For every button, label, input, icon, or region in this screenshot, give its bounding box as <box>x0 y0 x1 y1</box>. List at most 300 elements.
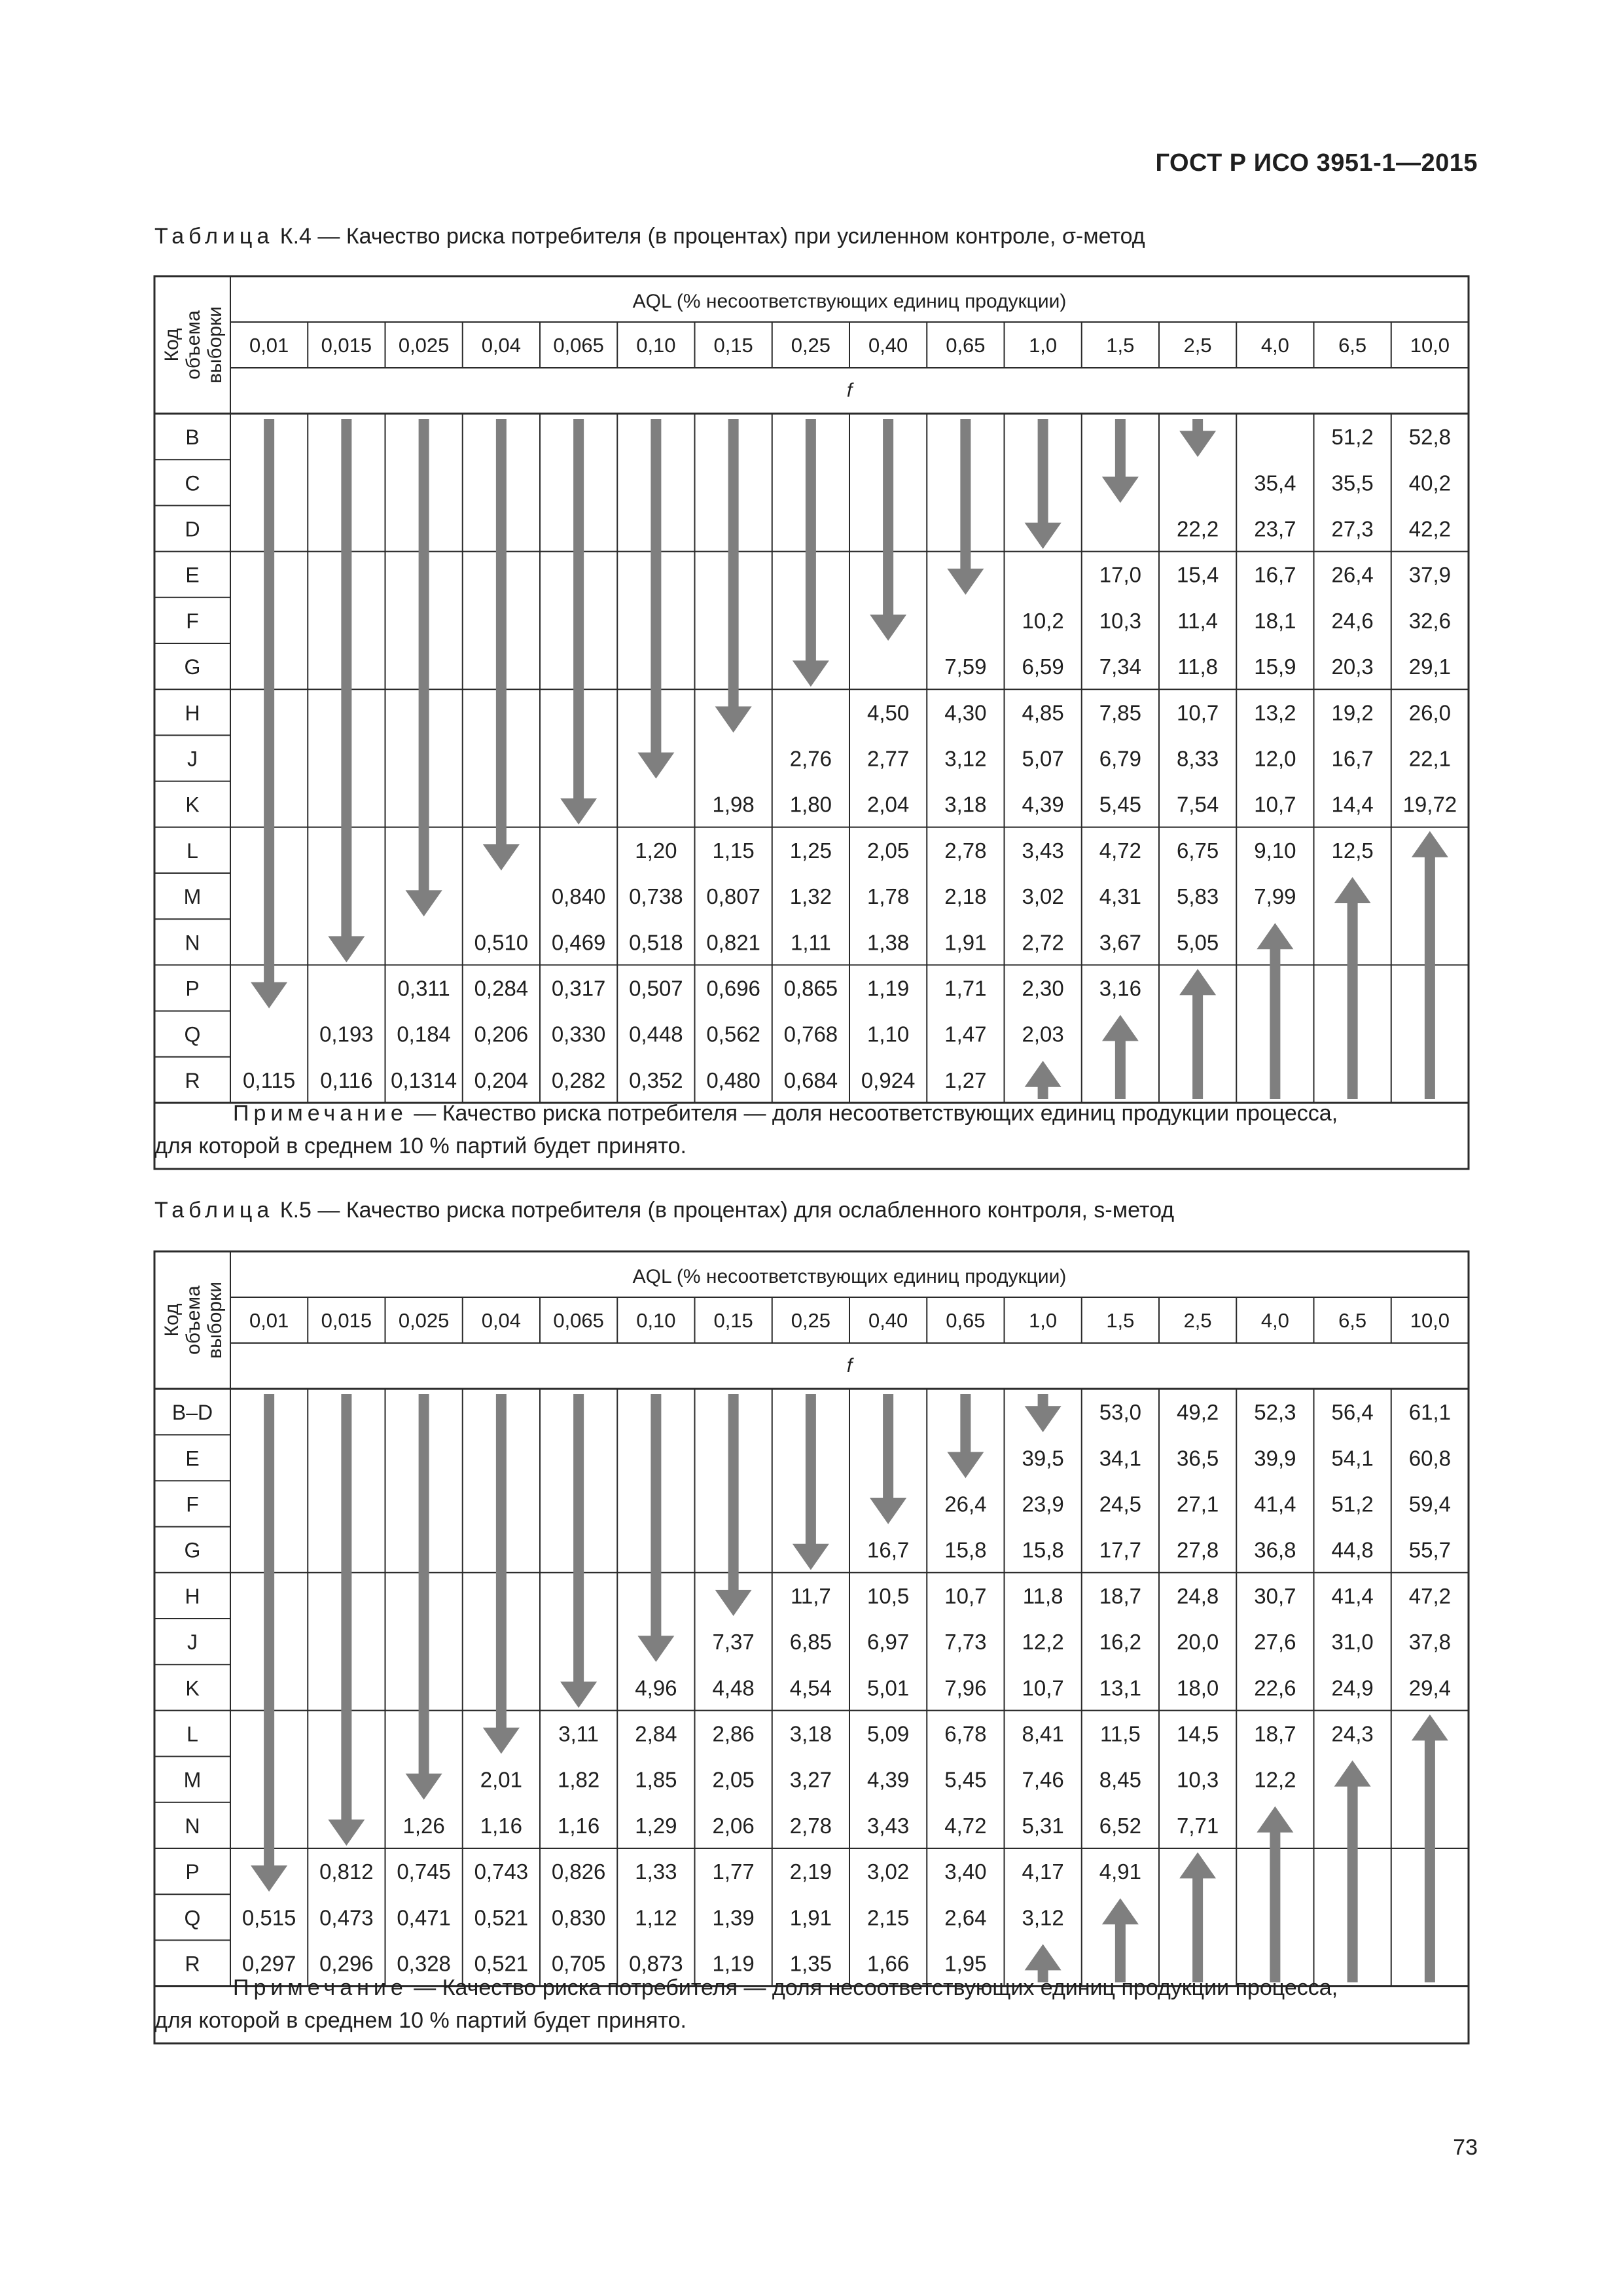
cell-value: 1,71 <box>944 976 987 1001</box>
cell-value: 5,07 <box>1022 746 1064 771</box>
row-code: F <box>186 1492 199 1516</box>
cell-value: 7,37 <box>712 1630 755 1655</box>
cell-value: 26,4 <box>1331 562 1374 587</box>
cell-value: 1,77 <box>712 1859 755 1884</box>
cell-value: 3,43 <box>1022 838 1064 863</box>
cell-value: 1,47 <box>944 1022 987 1047</box>
cell-value: 6,59 <box>1022 655 1064 679</box>
cell-value: 0,328 <box>397 1951 451 1976</box>
cell-value: 1,38 <box>867 930 910 955</box>
cell-value: 0,924 <box>861 1067 916 1092</box>
cell-value: 56,4 <box>1331 1400 1374 1425</box>
stub-header-word: объема <box>183 1285 204 1355</box>
aql-value: 0,10 <box>636 334 676 357</box>
cell-value: 5,45 <box>944 1767 987 1792</box>
cell-value: 0,821 <box>706 930 760 955</box>
aql-header: AQL (% несоответствующих единиц продукции) <box>632 1266 1067 1287</box>
aql-value: 4,0 <box>1260 334 1289 357</box>
cell-value: 1,39 <box>712 1905 755 1930</box>
cell-value: 24,9 <box>1331 1676 1374 1700</box>
table-k5-note <box>154 1971 1470 2037</box>
row-code: C <box>185 471 200 495</box>
cell-value: 29,4 <box>1408 1676 1451 1700</box>
cell-value: 34,1 <box>1099 1446 1141 1471</box>
cell-value: 30,7 <box>1254 1583 1296 1608</box>
cell-value: 53,0 <box>1099 1400 1141 1425</box>
cell-value: 11,8 <box>1177 655 1219 679</box>
cell-value: 15,8 <box>944 1537 987 1562</box>
cell-value: 0,743 <box>474 1859 529 1884</box>
aql-value: 0,01 <box>249 334 289 357</box>
row-code: G <box>184 655 201 679</box>
cell-value: 51,2 <box>1331 1492 1374 1516</box>
cell-value: 11,5 <box>1099 1721 1141 1746</box>
row-code: Q <box>184 1022 201 1047</box>
aql-value: 0,015 <box>321 334 372 357</box>
up-arrow-icon <box>1179 1852 1216 1982</box>
cell-value: 0,297 <box>241 1951 296 1976</box>
cell-value: 2,15 <box>867 1905 910 1930</box>
row-code: F <box>186 609 199 633</box>
row-code: R <box>185 1952 200 1976</box>
cell-value: 31,0 <box>1331 1630 1374 1655</box>
cell-value: 7,85 <box>1099 700 1141 725</box>
down-arrow-icon <box>251 1394 287 1892</box>
cell-value: 6,85 <box>789 1630 832 1655</box>
cell-value: 12,2 <box>1254 1767 1296 1792</box>
row-code: J <box>187 747 198 771</box>
cell-value: 2,77 <box>867 746 910 771</box>
cell-value: 14,5 <box>1177 1721 1219 1746</box>
cell-value: 15,4 <box>1177 562 1219 587</box>
up-arrow-icon <box>1257 1806 1293 1982</box>
cell-value: 1,19 <box>867 976 910 1001</box>
aql-value: 0,15 <box>713 334 753 357</box>
cell-value: 6,78 <box>944 1721 987 1746</box>
cell-value: 0,193 <box>319 1022 374 1047</box>
row-code: P <box>185 1860 200 1884</box>
stub-header-word: Код <box>161 328 183 362</box>
cell-value: 60,8 <box>1408 1446 1451 1471</box>
cell-value: 49,2 <box>1177 1400 1219 1425</box>
note-text: — Качество риска потребителя — доля несоответствующих единиц продукции процесса, <box>407 1975 1338 2000</box>
cell-value: 3,40 <box>944 1859 987 1884</box>
cell-value: 0,807 <box>706 884 760 909</box>
cell-value: 0,812 <box>319 1859 374 1884</box>
aql-value: 0,25 <box>791 1309 831 1332</box>
cell-value: 17,7 <box>1099 1537 1141 1562</box>
cell-value: 0,311 <box>397 976 450 1001</box>
cell-value: 3,02 <box>867 1859 910 1884</box>
row-code: L <box>187 838 198 863</box>
cell-value: 47,2 <box>1408 1583 1451 1608</box>
cell-value: 0,840 <box>551 884 606 909</box>
cell-value: 1,66 <box>867 1951 910 1976</box>
cell-value: 0,768 <box>783 1022 838 1047</box>
cell-value: 10,7 <box>944 1583 987 1608</box>
cell-value: 10,5 <box>867 1583 910 1608</box>
cell-value: 1,12 <box>635 1905 677 1930</box>
cell-value: 17,0 <box>1099 562 1141 587</box>
aql-value: 0,01 <box>249 1309 289 1332</box>
cell-value: 5,45 <box>1099 792 1141 817</box>
cell-value: 59,4 <box>1408 1492 1451 1516</box>
cell-value: 0,352 <box>629 1067 683 1092</box>
row-code: H <box>185 701 200 725</box>
note-label: Примечание <box>233 1975 408 2000</box>
cell-value: 8,33 <box>1177 746 1219 771</box>
cell-value: 15,9 <box>1254 655 1296 679</box>
cell-value: 0,507 <box>629 976 683 1001</box>
cell-value: 19,72 <box>1402 792 1457 817</box>
cell-value: 1,19 <box>712 1951 755 1976</box>
note-text-2: для которой в среднем 10 % партий будет принято. <box>154 1134 687 1158</box>
cell-value: 2,78 <box>944 838 987 863</box>
cell-value: 0,116 <box>320 1067 373 1092</box>
row-code: N <box>185 931 200 955</box>
cell-value: 42,2 <box>1408 516 1451 541</box>
cell-value: 10,7 <box>1022 1676 1064 1700</box>
cell-value: 0,738 <box>629 884 683 909</box>
cell-value: 2,03 <box>1022 1022 1064 1047</box>
cell-value: 0,684 <box>783 1067 838 1092</box>
cell-value: 0,184 <box>397 1022 451 1047</box>
note-text-2: для которой в среднем 10 % партий будет принято. <box>154 2008 687 2033</box>
row-code: K <box>185 1676 200 1700</box>
cell-value: 1,35 <box>789 1951 832 1976</box>
cell-value: 7,34 <box>1099 655 1141 679</box>
cell-value: 29,1 <box>1408 655 1451 679</box>
cell-value: 1,98 <box>712 792 755 817</box>
cell-value: 4,54 <box>789 1676 832 1700</box>
cell-value: 18,0 <box>1177 1676 1219 1700</box>
row-code: D <box>185 517 200 541</box>
cell-value: 5,05 <box>1177 930 1219 955</box>
cell-value: 8,45 <box>1099 1767 1141 1792</box>
cell-value: 0,518 <box>629 930 683 955</box>
cell-value: 0,1314 <box>391 1067 457 1092</box>
cell-value: 1,78 <box>867 884 910 909</box>
aql-value: 2,5 <box>1183 334 1212 357</box>
caption-prefix: Таблица <box>154 1198 274 1223</box>
cell-value: 1,11 <box>790 930 831 955</box>
cell-value: 14,4 <box>1331 792 1374 817</box>
cell-value: 0,696 <box>706 976 760 1001</box>
cell-value: 18,1 <box>1254 608 1296 633</box>
cell-value: 54,1 <box>1331 1446 1374 1471</box>
cell-value: 10,7 <box>1254 792 1296 817</box>
cell-value: 0,473 <box>319 1905 374 1930</box>
cell-value: 2,86 <box>712 1721 755 1746</box>
stub-header-word: объема <box>183 310 204 380</box>
cell-value: 26,4 <box>944 1492 987 1516</box>
cell-value: 24,3 <box>1331 1721 1374 1746</box>
cell-value: 10,3 <box>1099 608 1141 633</box>
cell-value: 2,72 <box>1022 930 1064 955</box>
cell-value: 2,76 <box>789 746 832 771</box>
cell-value: 4,72 <box>1099 838 1141 863</box>
cell-value: 16,7 <box>1331 746 1374 771</box>
cell-value: 7,46 <box>1022 1767 1064 1792</box>
cell-value: 2,04 <box>867 792 910 817</box>
cell-value: 3,43 <box>867 1813 910 1838</box>
cell-value: 3,16 <box>1099 976 1141 1001</box>
cell-value: 9,10 <box>1254 838 1296 863</box>
cell-value: 7,54 <box>1177 792 1219 817</box>
cell-value: 19,2 <box>1331 700 1374 725</box>
cell-value: 0,206 <box>474 1022 529 1047</box>
cell-value: 4,17 <box>1022 1859 1064 1884</box>
cell-value: 1,16 <box>480 1813 522 1838</box>
cell-value: 5,83 <box>1177 884 1219 909</box>
cell-value: 3,18 <box>789 1721 832 1746</box>
aql-value: 0,25 <box>791 334 831 357</box>
cell-value: 1,80 <box>789 792 832 817</box>
cell-value: 2,78 <box>789 1813 832 1838</box>
cell-value: 22,1 <box>1408 746 1451 771</box>
cell-value: 39,9 <box>1254 1446 1296 1471</box>
cell-value: 0,521 <box>474 1905 529 1930</box>
cell-value: 0,510 <box>474 930 529 955</box>
cell-value: 0,480 <box>706 1067 760 1092</box>
cell-value: 51,2 <box>1331 425 1374 450</box>
cell-value: 1,91 <box>944 930 987 955</box>
cell-value: 7,96 <box>944 1676 987 1700</box>
cell-value: 8,41 <box>1022 1721 1064 1746</box>
cell-value: 22,2 <box>1177 516 1219 541</box>
cell-value: 1,25 <box>789 838 832 863</box>
cell-value: 27,3 <box>1331 516 1374 541</box>
aql-value: 1,0 <box>1029 1309 1058 1332</box>
cell-value: 32,6 <box>1408 608 1451 633</box>
cell-value: 4,50 <box>867 700 910 725</box>
cell-value: 0,469 <box>551 930 606 955</box>
cell-value: 36,5 <box>1177 1446 1219 1471</box>
down-arrow-icon <box>483 1394 520 1754</box>
cell-value: 55,7 <box>1408 1537 1451 1562</box>
aql-value: 10,0 <box>1410 334 1450 357</box>
cell-value: 16,2 <box>1099 1630 1141 1655</box>
cell-value: 4,30 <box>944 700 987 725</box>
row-code: M <box>183 885 202 909</box>
cell-value: 3,12 <box>944 746 987 771</box>
caption-text: К.5 — Качество риска потребителя (в процентах) для ослабленного контроля, s-метод <box>274 1198 1175 1223</box>
aql-value: 0,015 <box>321 1309 372 1332</box>
aql-value: 0,065 <box>553 334 604 357</box>
aql-value: 1,5 <box>1106 1309 1135 1332</box>
cell-value: 0,826 <box>551 1859 606 1884</box>
cell-value: 37,8 <box>1408 1630 1451 1655</box>
cell-value: 1,85 <box>635 1767 677 1792</box>
cell-value: 0,448 <box>629 1022 683 1047</box>
f-label: f <box>846 1355 853 1376</box>
cell-value: 10,7 <box>1177 700 1219 725</box>
down-arrow-icon <box>793 1394 829 1570</box>
cell-value: 0,204 <box>474 1067 529 1092</box>
cell-value: 11,8 <box>1022 1583 1063 1608</box>
row-code: R <box>185 1068 200 1092</box>
cell-value: 1,20 <box>635 838 677 863</box>
cell-value: 20,3 <box>1331 655 1374 679</box>
up-arrow-icon <box>1102 1898 1139 1982</box>
aql-value: 0,065 <box>553 1309 604 1332</box>
stub-header-word: выборки <box>204 1282 226 1359</box>
cell-value: 0,745 <box>397 1859 451 1884</box>
aql-value: 0,65 <box>946 1309 986 1332</box>
cell-value: 41,4 <box>1331 1583 1374 1608</box>
row-code: K <box>185 793 200 817</box>
cell-value: 44,8 <box>1331 1537 1374 1562</box>
down-arrow-icon <box>560 1394 597 1708</box>
row-code: E <box>185 563 200 587</box>
cell-value: 10,3 <box>1177 1767 1219 1792</box>
cell-value: 35,4 <box>1254 471 1296 495</box>
row-code: E <box>185 1446 200 1471</box>
cell-value: 16,7 <box>867 1537 910 1562</box>
cell-value: 0,282 <box>551 1067 606 1092</box>
cell-value: 4,39 <box>1022 792 1064 817</box>
aql-value: 0,025 <box>398 1309 450 1332</box>
aql-value: 0,40 <box>868 334 908 357</box>
cell-value: 6,52 <box>1099 1813 1141 1838</box>
aql-value: 1,5 <box>1106 334 1135 357</box>
cell-value: 4,48 <box>712 1676 755 1700</box>
aql-value: 0,65 <box>946 334 986 357</box>
cell-value: 3,02 <box>1022 884 1064 909</box>
cell-value: 3,67 <box>1099 930 1141 955</box>
cell-value: 3,11 <box>558 1721 599 1746</box>
cell-value: 26,0 <box>1408 700 1451 725</box>
cell-value: 61,1 <box>1408 1400 1451 1425</box>
caption-prefix: Таблица <box>154 224 274 249</box>
cell-value: 16,7 <box>1254 562 1296 587</box>
row-code: P <box>185 977 200 1001</box>
aql-value: 6,5 <box>1338 1309 1367 1332</box>
cell-value: 0,515 <box>241 1905 296 1930</box>
cell-value: 5,01 <box>867 1676 910 1700</box>
row-code: N <box>185 1814 200 1838</box>
row-code: J <box>187 1630 198 1655</box>
cell-value: 4,85 <box>1022 700 1064 725</box>
cell-value: 52,8 <box>1408 425 1451 450</box>
cell-value: 24,8 <box>1177 1583 1219 1608</box>
cell-value: 1,91 <box>789 1905 832 1930</box>
cell-value: 10,2 <box>1022 608 1064 633</box>
aql-value: 0,10 <box>636 1309 676 1332</box>
cell-value: 20,0 <box>1177 1630 1219 1655</box>
cell-value: 1,15 <box>712 838 755 863</box>
row-code: Q <box>184 1906 201 1930</box>
aql-value: 0,04 <box>481 334 522 357</box>
cell-value: 1,33 <box>635 1859 677 1884</box>
caption-text: К.4 — Качество риска потребителя (в процентах) при усиленном контроле, σ-метод <box>274 224 1145 249</box>
cell-value: 0,521 <box>474 1951 529 1976</box>
row-code: L <box>187 1722 198 1746</box>
cell-value: 39,5 <box>1022 1446 1064 1471</box>
down-arrow-icon <box>1025 1394 1061 1432</box>
cell-value: 6,79 <box>1099 746 1141 771</box>
cell-value: 4,96 <box>635 1676 677 1700</box>
cell-value: 2,06 <box>712 1813 755 1838</box>
row-code: G <box>184 1538 201 1562</box>
stub-header-word: выборки <box>204 306 226 384</box>
cell-value: 27,8 <box>1177 1537 1219 1562</box>
aql-header: AQL (% несоответствующих единиц продукции) <box>632 291 1067 312</box>
cell-value: 3,12 <box>1022 1905 1064 1930</box>
cell-value: 52,3 <box>1254 1400 1296 1425</box>
cell-value: 27,1 <box>1177 1492 1219 1516</box>
cell-value: 1,82 <box>558 1767 600 1792</box>
page-number: 73 <box>1453 2135 1478 2160</box>
cell-value: 2,01 <box>480 1767 522 1792</box>
cell-value: 23,9 <box>1022 1492 1064 1516</box>
cell-value: 0,284 <box>474 976 529 1001</box>
cell-value: 41,4 <box>1254 1492 1296 1516</box>
aql-value: 4,0 <box>1260 1309 1289 1332</box>
aql-value: 6,5 <box>1338 334 1367 357</box>
up-arrow-icon <box>1334 1761 1371 1982</box>
aql-value: 2,5 <box>1183 1309 1212 1332</box>
cell-value: 4,91 <box>1099 1859 1141 1884</box>
note-text: — Качество риска потребителя — доля несоответствующих единиц продукции процесса, <box>407 1101 1338 1126</box>
cell-value: 36,8 <box>1254 1537 1296 1562</box>
down-arrow-icon <box>637 1394 674 1662</box>
cell-value: 4,72 <box>944 1813 987 1838</box>
cell-value: 2,05 <box>712 1767 755 1792</box>
cell-value: 13,2 <box>1254 700 1296 725</box>
cell-value: 1,29 <box>635 1813 677 1838</box>
cell-value: 27,6 <box>1254 1630 1296 1655</box>
cell-value: 37,9 <box>1408 562 1451 587</box>
cell-value: 13,1 <box>1099 1676 1141 1700</box>
down-arrow-icon <box>947 1394 984 1478</box>
cell-value: 0,317 <box>551 976 606 1001</box>
cell-value: 4,31 <box>1099 884 1141 909</box>
aql-value: 10,0 <box>1410 1309 1450 1332</box>
cell-value: 1,95 <box>944 1951 987 1976</box>
cell-value: 6,97 <box>867 1630 910 1655</box>
cell-value: 11,7 <box>790 1583 831 1608</box>
cell-value: 2,19 <box>789 1859 832 1884</box>
stub-header <box>161 1282 226 1359</box>
cell-value: 0,115 <box>243 1067 296 1092</box>
cell-value: 0,865 <box>783 976 838 1001</box>
cell-value: 12,2 <box>1022 1630 1064 1655</box>
cell-value: 0,562 <box>706 1022 760 1047</box>
aql-value: 1,0 <box>1029 334 1058 357</box>
cell-value: 35,5 <box>1331 471 1374 495</box>
row-code: M <box>183 1768 202 1792</box>
cell-value: 15,8 <box>1022 1537 1064 1562</box>
cell-value: 0,296 <box>319 1951 374 1976</box>
note-label: Примечание <box>233 1101 408 1126</box>
cell-value: 0,330 <box>551 1022 606 1047</box>
cell-value: 2,64 <box>944 1905 987 1930</box>
cell-value: 1,26 <box>402 1813 445 1838</box>
stub-header-word: Код <box>161 1303 183 1337</box>
cell-value: 7,59 <box>944 655 987 679</box>
cell-value: 5,09 <box>867 1721 910 1746</box>
row-code: B–D <box>171 1401 213 1425</box>
cell-value: 24,5 <box>1099 1492 1141 1516</box>
aql-value: 0,40 <box>868 1309 908 1332</box>
aql-value: 0,04 <box>481 1309 522 1332</box>
cell-value: 18,7 <box>1099 1583 1141 1608</box>
down-arrow-icon <box>715 1394 752 1616</box>
down-arrow-icon <box>328 1394 365 1846</box>
cell-value: 7,73 <box>944 1630 987 1655</box>
cell-value: 4,39 <box>867 1767 910 1792</box>
